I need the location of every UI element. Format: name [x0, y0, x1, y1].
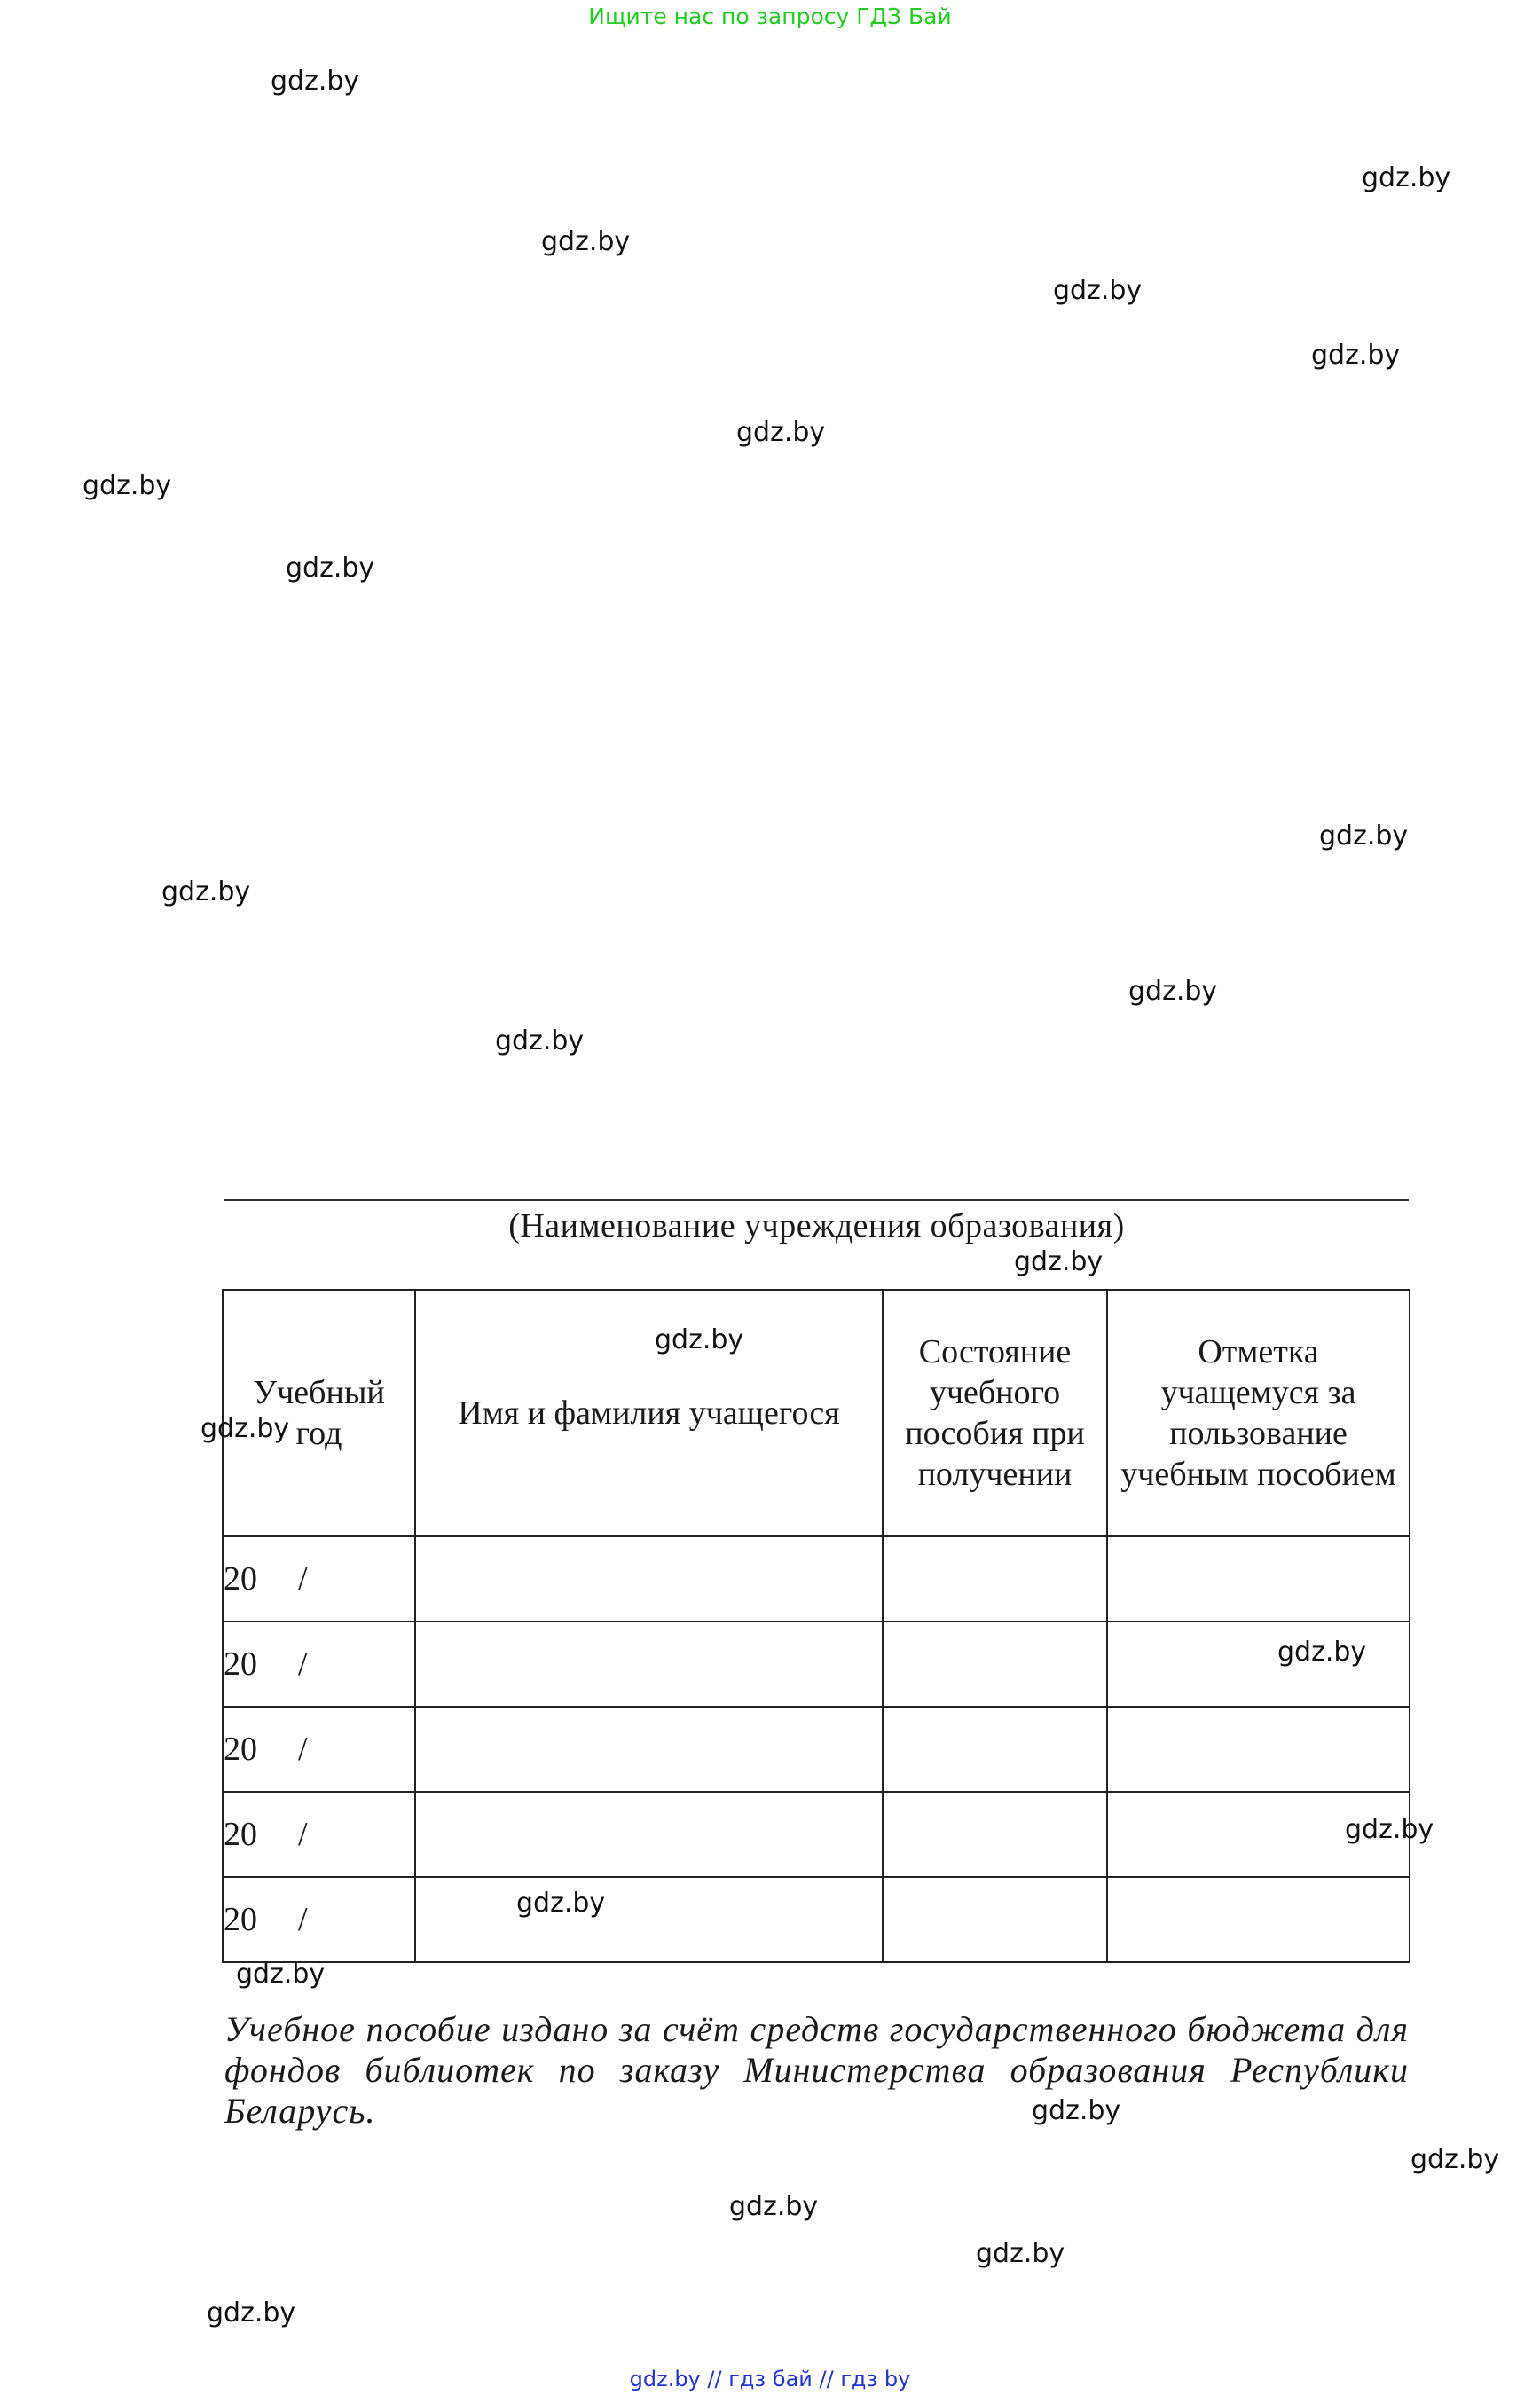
condition-cell[interactable] — [883, 1622, 1107, 1707]
year-prefix: 20 — [224, 1816, 257, 1853]
funding-note: Учебное пособие издано за счёт средств государственного бюджета для фондов библиотек по заказу Министерства образования Республики Беларусь. — [224, 2009, 1409, 2131]
watermark: gdz.by — [1014, 1246, 1104, 1277]
footer-links[interactable]: gdz.by // гдз бай // гдз by — [629, 2367, 911, 2391]
textbook-register-table — [222, 1289, 1410, 1963]
mark-cell[interactable] — [1107, 1877, 1410, 1962]
condition-cell[interactable] — [883, 1792, 1107, 1877]
year-slash: / — [298, 1560, 308, 1598]
name-cell[interactable] — [415, 1792, 883, 1877]
year-prefix: 20 — [224, 1560, 257, 1598]
watermark: gdz.by — [495, 1025, 585, 1056]
year-cell[interactable] — [223, 1536, 415, 1622]
watermark: gdz.by — [1128, 976, 1218, 1007]
table-header-row — [223, 1290, 1410, 1536]
institution-line — [224, 1199, 1409, 1201]
name-cell[interactable] — [415, 1536, 883, 1622]
table-row — [223, 1536, 1410, 1622]
watermark: gdz.by — [1311, 340, 1401, 371]
table-row — [223, 1877, 1410, 1962]
watermark: gdz.by — [729, 2191, 819, 2222]
watermark: gdz.by — [236, 1959, 326, 1990]
year-cell[interactable] — [223, 1707, 415, 1792]
condition-cell[interactable] — [883, 1877, 1107, 1962]
year-cell[interactable] — [223, 1792, 415, 1877]
year-slash: / — [298, 1816, 308, 1853]
header-condition: Состояние учебного пособия при получении — [883, 1290, 1107, 1536]
table-row — [223, 1792, 1410, 1877]
year-slash: / — [298, 1901, 308, 1938]
watermark: gdz.by — [1345, 1814, 1434, 1845]
condition-cell[interactable] — [883, 1707, 1107, 1792]
header-mark: Отметка учащемуся за пользование учебным пособием — [1107, 1290, 1410, 1536]
watermark: gdz.by — [1362, 162, 1451, 193]
watermark: gdz.by — [976, 2238, 1065, 2269]
year-prefix: 20 — [224, 1901, 257, 1938]
watermark: gdz.by — [1032, 2095, 1121, 2126]
watermark: gdz.by — [1053, 275, 1143, 306]
year-slash: / — [298, 1731, 308, 1768]
year-cell[interactable] — [223, 1622, 415, 1707]
header-year: Учебный год — [223, 1290, 415, 1536]
watermark: gdz.by — [82, 470, 172, 501]
table-row — [223, 1622, 1410, 1707]
name-cell[interactable] — [415, 1877, 883, 1962]
watermark: gdz.by — [516, 1888, 606, 1919]
watermark: gdz.by — [286, 553, 375, 584]
watermark: gdz.by — [1319, 821, 1409, 852]
mark-cell[interactable] — [1107, 1536, 1410, 1622]
watermark: gdz.by — [655, 1324, 744, 1355]
watermark: gdz.by — [541, 226, 631, 257]
watermark: gdz.by — [200, 1413, 290, 1444]
table-row — [223, 1707, 1410, 1792]
watermark: gdz.by — [161, 876, 251, 907]
watermark: gdz.by — [1410, 2144, 1500, 2175]
name-cell[interactable] — [415, 1707, 883, 1792]
watermark: gdz.by — [271, 66, 360, 97]
top-banner: Ищите нас по запросу ГДЗ Бай — [588, 4, 952, 29]
header-student-name: Имя и фамилия учащегося — [415, 1290, 883, 1536]
year-slash: / — [298, 1645, 308, 1683]
mark-cell[interactable] — [1107, 1707, 1410, 1792]
institution-caption: (Наименование учреждения образования) — [508, 1207, 1125, 1245]
watermark: gdz.by — [1277, 1637, 1367, 1668]
year-cell[interactable] — [223, 1877, 415, 1962]
year-prefix: 20 — [224, 1645, 257, 1683]
name-cell[interactable] — [415, 1622, 883, 1707]
year-prefix: 20 — [224, 1731, 257, 1768]
watermark: gdz.by — [207, 2297, 296, 2328]
condition-cell[interactable] — [883, 1536, 1107, 1622]
watermark: gdz.by — [736, 417, 826, 448]
